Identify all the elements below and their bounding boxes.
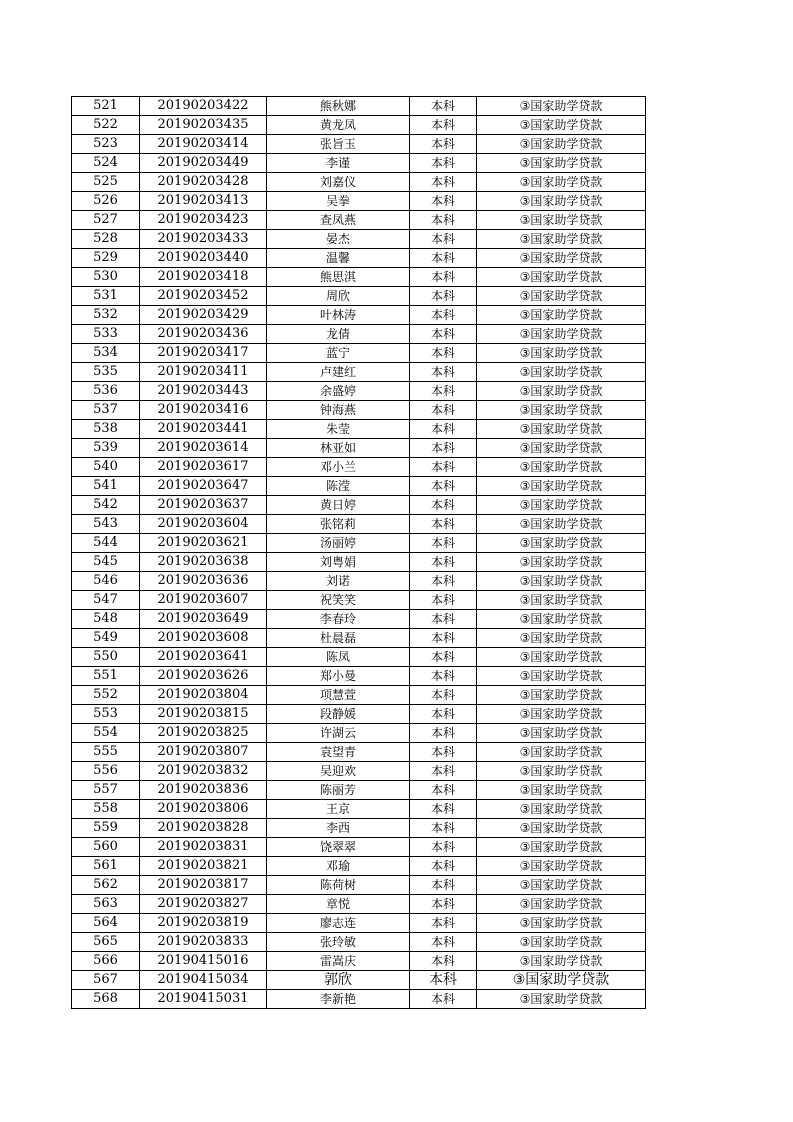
aid-type-cell: ③国家助学贷款: [477, 819, 646, 838]
student-name-cell: 郑小曼: [267, 667, 410, 686]
aid-type-cell: ③国家助学贷款: [477, 420, 646, 439]
aid-type-cell: ③国家助学贷款: [477, 705, 646, 724]
table-row: [72, 135, 646, 154]
student-name-cell: 叶林涛: [267, 306, 410, 325]
row-number-cell: 563: [72, 895, 140, 914]
education-level-cell: 本科: [410, 838, 477, 857]
student-name-cell: 吴迎欢: [267, 762, 410, 781]
student-id-cell: 20190203436: [140, 325, 267, 344]
table-row: [72, 610, 646, 629]
row-number-cell: 559: [72, 819, 140, 838]
education-level-cell: 本科: [410, 914, 477, 933]
student-id-cell: 20190203807: [140, 743, 267, 762]
table-row: [72, 192, 646, 211]
student-id-cell: 20190203827: [140, 895, 267, 914]
student-id-cell: 20190415016: [140, 952, 267, 971]
row-number-cell: 555: [72, 743, 140, 762]
table-row: [72, 857, 646, 876]
student-id-cell: 20190203806: [140, 800, 267, 819]
row-number-cell: 531: [72, 287, 140, 306]
aid-type-cell: ③国家助学贷款: [477, 762, 646, 781]
student-name-cell: 祝笑笑: [267, 591, 410, 610]
student-name-cell: 张玲敏: [267, 933, 410, 952]
education-level-cell: 本科: [410, 439, 477, 458]
aid-type-cell: ③国家助学贷款: [477, 268, 646, 287]
table-row: [72, 401, 646, 420]
row-number-cell: 543: [72, 515, 140, 534]
aid-type-cell: ③国家助学贷款: [477, 458, 646, 477]
education-level-cell: 本科: [410, 534, 477, 553]
student-id-cell: 20190203416: [140, 401, 267, 420]
table-row: [72, 895, 646, 914]
student-id-cell: 20190203649: [140, 610, 267, 629]
student-id-cell: 20190203607: [140, 591, 267, 610]
education-level-cell: 本科: [410, 154, 477, 173]
row-number-cell: 550: [72, 648, 140, 667]
aid-type-cell: ③国家助学贷款: [477, 648, 646, 667]
aid-type-cell: ③国家助学贷款: [477, 173, 646, 192]
student-name-cell: 周欣: [267, 287, 410, 306]
student-name-cell: 陈荷树: [267, 876, 410, 895]
table-row: [72, 382, 646, 401]
education-level-cell: 本科: [410, 458, 477, 477]
student-id-cell: 20190203804: [140, 686, 267, 705]
education-level-cell: 本科: [410, 97, 477, 116]
student-name-cell: 段静媛: [267, 705, 410, 724]
row-number-cell: 568: [72, 990, 140, 1009]
row-number-cell: 556: [72, 762, 140, 781]
aid-type-cell: ③国家助学贷款: [477, 192, 646, 211]
student-id-cell: 20190203608: [140, 629, 267, 648]
education-level-cell: 本科: [410, 648, 477, 667]
education-level-cell: 本科: [410, 743, 477, 762]
education-level-cell: 本科: [410, 249, 477, 268]
education-level-cell: 本科: [410, 667, 477, 686]
row-number-cell: 541: [72, 477, 140, 496]
aid-type-cell: ③国家助学贷款: [477, 439, 646, 458]
education-level-cell: 本科: [410, 268, 477, 287]
student-name-cell: 陈滢: [267, 477, 410, 496]
table-row: [72, 914, 646, 933]
aid-type-cell: ③国家助学贷款: [477, 306, 646, 325]
row-number-cell: 557: [72, 781, 140, 800]
student-id-cell: 20190203817: [140, 876, 267, 895]
education-level-cell: 本科: [410, 705, 477, 724]
row-number-cell: 539: [72, 439, 140, 458]
aid-type-cell: ③国家助学贷款: [477, 154, 646, 173]
row-number-cell: 527: [72, 211, 140, 230]
aid-type-cell: ③国家助学贷款: [477, 135, 646, 154]
education-level-cell: 本科: [410, 876, 477, 895]
aid-type-cell: ③国家助学贷款: [477, 990, 646, 1009]
row-number-cell: 545: [72, 553, 140, 572]
student-name-cell: 余盛婷: [267, 382, 410, 401]
student-name-cell: 黄龙凤: [267, 116, 410, 135]
student-id-cell: 20190203443: [140, 382, 267, 401]
student-id-cell: 20190203411: [140, 363, 267, 382]
table-row: [72, 97, 646, 116]
table-row: [72, 496, 646, 515]
education-level-cell: 本科: [410, 800, 477, 819]
student-id-cell: 20190203647: [140, 477, 267, 496]
student-id-cell: 20190203836: [140, 781, 267, 800]
table-row: [72, 971, 646, 990]
student-id-cell: 20190203604: [140, 515, 267, 534]
student-loan-table: [71, 96, 646, 1009]
table-row: [72, 458, 646, 477]
education-level-cell: 本科: [410, 135, 477, 154]
education-level-cell: 本科: [410, 895, 477, 914]
row-number-cell: 553: [72, 705, 140, 724]
table-row: [72, 743, 646, 762]
row-number-cell: 547: [72, 591, 140, 610]
aid-type-cell: ③国家助学贷款: [477, 686, 646, 705]
aid-type-cell: ③国家助学贷款: [477, 477, 646, 496]
education-level-cell: 本科: [410, 420, 477, 439]
row-number-cell: 546: [72, 572, 140, 591]
table-row: [72, 819, 646, 838]
student-name-cell: 邓瑜: [267, 857, 410, 876]
table-row: [72, 211, 646, 230]
education-level-cell: 本科: [410, 173, 477, 192]
education-level-cell: 本科: [410, 382, 477, 401]
student-id-cell: 20190203449: [140, 154, 267, 173]
row-number-cell: 524: [72, 154, 140, 173]
table-row: [72, 268, 646, 287]
aid-type-cell: ③国家助学贷款: [477, 914, 646, 933]
student-id-cell: 20190415031: [140, 990, 267, 1009]
student-name-cell: 章悦: [267, 895, 410, 914]
table-row: [72, 838, 646, 857]
table-row: [72, 762, 646, 781]
student-name-cell: 刘嘉仪: [267, 173, 410, 192]
row-number-cell: 540: [72, 458, 140, 477]
student-id-cell: 20190203833: [140, 933, 267, 952]
row-number-cell: 528: [72, 230, 140, 249]
aid-type-cell: ③国家助学贷款: [477, 667, 646, 686]
table-row: [72, 933, 646, 952]
education-level-cell: 本科: [410, 781, 477, 800]
aid-type-cell: ③国家助学贷款: [477, 230, 646, 249]
aid-type-cell: ③国家助学贷款: [477, 857, 646, 876]
student-id-cell: 20190415034: [140, 971, 267, 990]
education-level-cell: 本科: [410, 192, 477, 211]
row-number-cell: 551: [72, 667, 140, 686]
aid-type-cell: ③国家助学贷款: [477, 781, 646, 800]
aid-type-cell: ③国家助学贷款: [477, 97, 646, 116]
student-id-cell: 20190203626: [140, 667, 267, 686]
education-level-cell: 本科: [410, 933, 477, 952]
row-number-cell: 533: [72, 325, 140, 344]
table-row: [72, 344, 646, 363]
table-row: [72, 781, 646, 800]
table-row: [72, 591, 646, 610]
student-name-cell: 卢建红: [267, 363, 410, 382]
student-name-cell: 李春玲: [267, 610, 410, 629]
education-level-cell: 本科: [410, 686, 477, 705]
student-name-cell: 黄日婷: [267, 496, 410, 515]
row-number-cell: 523: [72, 135, 140, 154]
table-row: [72, 952, 646, 971]
table-body: [72, 97, 646, 1009]
student-id-cell: 20190203815: [140, 705, 267, 724]
education-level-cell: 本科: [410, 762, 477, 781]
table-row: [72, 287, 646, 306]
row-number-cell: 567: [72, 971, 140, 990]
student-name-cell: 李谨: [267, 154, 410, 173]
student-name-cell: 张旨玉: [267, 135, 410, 154]
aid-type-cell: ③国家助学贷款: [477, 838, 646, 857]
row-number-cell: 542: [72, 496, 140, 515]
education-level-cell: 本科: [410, 306, 477, 325]
aid-type-cell: ③国家助学贷款: [477, 800, 646, 819]
aid-type-cell: ③国家助学贷款: [477, 743, 646, 762]
row-number-cell: 552: [72, 686, 140, 705]
education-level-cell: 本科: [410, 952, 477, 971]
table-row: [72, 420, 646, 439]
education-level-cell: 本科: [410, 496, 477, 515]
aid-type-cell: ③国家助学贷款: [477, 629, 646, 648]
student-id-cell: 20190203429: [140, 306, 267, 325]
table-row: [72, 363, 646, 382]
student-name-cell: 朱莹: [267, 420, 410, 439]
education-level-cell: 本科: [410, 401, 477, 420]
aid-type-cell: ③国家助学贷款: [477, 287, 646, 306]
aid-type-cell: ③国家助学贷款: [477, 553, 646, 572]
row-number-cell: 560: [72, 838, 140, 857]
student-name-cell: 龙倩: [267, 325, 410, 344]
table-row: [72, 306, 646, 325]
student-id-cell: 20190203428: [140, 173, 267, 192]
aid-type-cell: ③国家助学贷款: [477, 211, 646, 230]
row-number-cell: 536: [72, 382, 140, 401]
aid-type-cell: ③国家助学贷款: [477, 610, 646, 629]
student-id-cell: 20190203621: [140, 534, 267, 553]
table-row: [72, 572, 646, 591]
table-row: [72, 515, 646, 534]
row-number-cell: 522: [72, 116, 140, 135]
student-name-cell: 查凤燕: [267, 211, 410, 230]
row-number-cell: 565: [72, 933, 140, 952]
row-number-cell: 537: [72, 401, 140, 420]
aid-type-cell: ③国家助学贷款: [477, 971, 646, 990]
aid-type-cell: ③国家助学贷款: [477, 401, 646, 420]
student-name-cell: 刘诺: [267, 572, 410, 591]
table-row: [72, 686, 646, 705]
student-name-cell: 蓝宁: [267, 344, 410, 363]
row-number-cell: 538: [72, 420, 140, 439]
row-number-cell: 532: [72, 306, 140, 325]
education-level-cell: 本科: [410, 610, 477, 629]
aid-type-cell: ③国家助学贷款: [477, 325, 646, 344]
table-row: [72, 249, 646, 268]
student-name-cell: 郭欣: [267, 971, 410, 990]
student-id-cell: 20190203423: [140, 211, 267, 230]
student-name-cell: 杜晨磊: [267, 629, 410, 648]
education-level-cell: 本科: [410, 116, 477, 135]
table-row: [72, 705, 646, 724]
student-name-cell: 晏杰: [267, 230, 410, 249]
table-row: [72, 230, 646, 249]
student-name-cell: 许湖云: [267, 724, 410, 743]
student-name-cell: 陈凤: [267, 648, 410, 667]
education-level-cell: 本科: [410, 857, 477, 876]
aid-type-cell: ③国家助学贷款: [477, 363, 646, 382]
student-id-cell: 20190203831: [140, 838, 267, 857]
student-name-cell: 张铭莉: [267, 515, 410, 534]
row-number-cell: 530: [72, 268, 140, 287]
row-number-cell: 535: [72, 363, 140, 382]
row-number-cell: 529: [72, 249, 140, 268]
table-row: [72, 629, 646, 648]
aid-type-cell: ③国家助学贷款: [477, 344, 646, 363]
student-name-cell: 熊思淇: [267, 268, 410, 287]
row-number-cell: 566: [72, 952, 140, 971]
student-name-cell: 项慧萱: [267, 686, 410, 705]
student-name-cell: 袁望青: [267, 743, 410, 762]
student-id-cell: 20190203418: [140, 268, 267, 287]
education-level-cell: 本科: [410, 515, 477, 534]
student-id-cell: 20190203441: [140, 420, 267, 439]
student-name-cell: 吴拳: [267, 192, 410, 211]
education-level-cell: 本科: [410, 230, 477, 249]
table-row: [72, 173, 646, 192]
table-row: [72, 667, 646, 686]
student-id-cell: 20190203435: [140, 116, 267, 135]
student-name-cell: 陈丽芳: [267, 781, 410, 800]
row-number-cell: 548: [72, 610, 140, 629]
aid-type-cell: ③国家助学贷款: [477, 496, 646, 515]
student-id-cell: 20190203414: [140, 135, 267, 154]
table-row: [72, 648, 646, 667]
table-row: [72, 534, 646, 553]
education-level-cell: 本科: [410, 572, 477, 591]
education-level-cell: 本科: [410, 211, 477, 230]
student-name-cell: 刘粤娟: [267, 553, 410, 572]
table-row: [72, 800, 646, 819]
student-id-cell: 20190203819: [140, 914, 267, 933]
row-number-cell: 549: [72, 629, 140, 648]
aid-type-cell: ③国家助学贷款: [477, 895, 646, 914]
education-level-cell: 本科: [410, 553, 477, 572]
aid-type-cell: ③国家助学贷款: [477, 952, 646, 971]
student-id-cell: 20190203636: [140, 572, 267, 591]
row-number-cell: 564: [72, 914, 140, 933]
row-number-cell: 521: [72, 97, 140, 116]
table-row: [72, 876, 646, 895]
education-level-cell: 本科: [410, 287, 477, 306]
row-number-cell: 534: [72, 344, 140, 363]
education-level-cell: 本科: [410, 344, 477, 363]
education-level-cell: 本科: [410, 990, 477, 1009]
aid-type-cell: ③国家助学贷款: [477, 382, 646, 401]
education-level-cell: 本科: [410, 971, 477, 990]
education-level-cell: 本科: [410, 819, 477, 838]
aid-type-cell: ③国家助学贷款: [477, 515, 646, 534]
student-id-cell: 20190203828: [140, 819, 267, 838]
table-row: [72, 553, 646, 572]
student-id-cell: 20190203417: [140, 344, 267, 363]
student-id-cell: 20190203821: [140, 857, 267, 876]
aid-type-cell: ③国家助学贷款: [477, 572, 646, 591]
education-level-cell: 本科: [410, 325, 477, 344]
table-row: [72, 990, 646, 1009]
row-number-cell: 544: [72, 534, 140, 553]
aid-type-cell: ③国家助学贷款: [477, 933, 646, 952]
table-row: [72, 477, 646, 496]
student-id-cell: 20190203637: [140, 496, 267, 515]
student-name-cell: 李西: [267, 819, 410, 838]
aid-type-cell: ③国家助学贷款: [477, 724, 646, 743]
aid-type-cell: ③国家助学贷款: [477, 116, 646, 135]
student-id-cell: 20190203433: [140, 230, 267, 249]
education-level-cell: 本科: [410, 591, 477, 610]
student-name-cell: 廖志连: [267, 914, 410, 933]
aid-type-cell: ③国家助学贷款: [477, 534, 646, 553]
student-id-cell: 20190203422: [140, 97, 267, 116]
table-row: [72, 154, 646, 173]
row-number-cell: 526: [72, 192, 140, 211]
table-row: [72, 325, 646, 344]
row-number-cell: 554: [72, 724, 140, 743]
student-name-cell: 温馨: [267, 249, 410, 268]
education-level-cell: 本科: [410, 363, 477, 382]
student-name-cell: 雷嵩庆: [267, 952, 410, 971]
table-row: [72, 724, 646, 743]
student-id-cell: 20190203452: [140, 287, 267, 306]
student-id-cell: 20190203617: [140, 458, 267, 477]
aid-type-cell: ③国家助学贷款: [477, 876, 646, 895]
row-number-cell: 558: [72, 800, 140, 819]
student-name-cell: 饶翠翠: [267, 838, 410, 857]
student-name-cell: 汤丽婷: [267, 534, 410, 553]
student-id-cell: 20190203638: [140, 553, 267, 572]
student-id-cell: 20190203614: [140, 439, 267, 458]
student-id-cell: 20190203440: [140, 249, 267, 268]
student-name-cell: 王京: [267, 800, 410, 819]
student-name-cell: 林亚如: [267, 439, 410, 458]
table-row: [72, 439, 646, 458]
aid-type-cell: ③国家助学贷款: [477, 591, 646, 610]
table-row: [72, 116, 646, 135]
aid-type-cell: ③国家助学贷款: [477, 249, 646, 268]
student-id-cell: 20190203641: [140, 648, 267, 667]
education-level-cell: 本科: [410, 477, 477, 496]
student-name-cell: 李新艳: [267, 990, 410, 1009]
student-name-cell: 钟海燕: [267, 401, 410, 420]
education-level-cell: 本科: [410, 629, 477, 648]
student-name-cell: 邓小兰: [267, 458, 410, 477]
row-number-cell: 525: [72, 173, 140, 192]
student-id-cell: 20190203825: [140, 724, 267, 743]
student-name-cell: 熊秋娜: [267, 97, 410, 116]
row-number-cell: 561: [72, 857, 140, 876]
student-id-cell: 20190203413: [140, 192, 267, 211]
row-number-cell: 562: [72, 876, 140, 895]
student-id-cell: 20190203832: [140, 762, 267, 781]
education-level-cell: 本科: [410, 724, 477, 743]
